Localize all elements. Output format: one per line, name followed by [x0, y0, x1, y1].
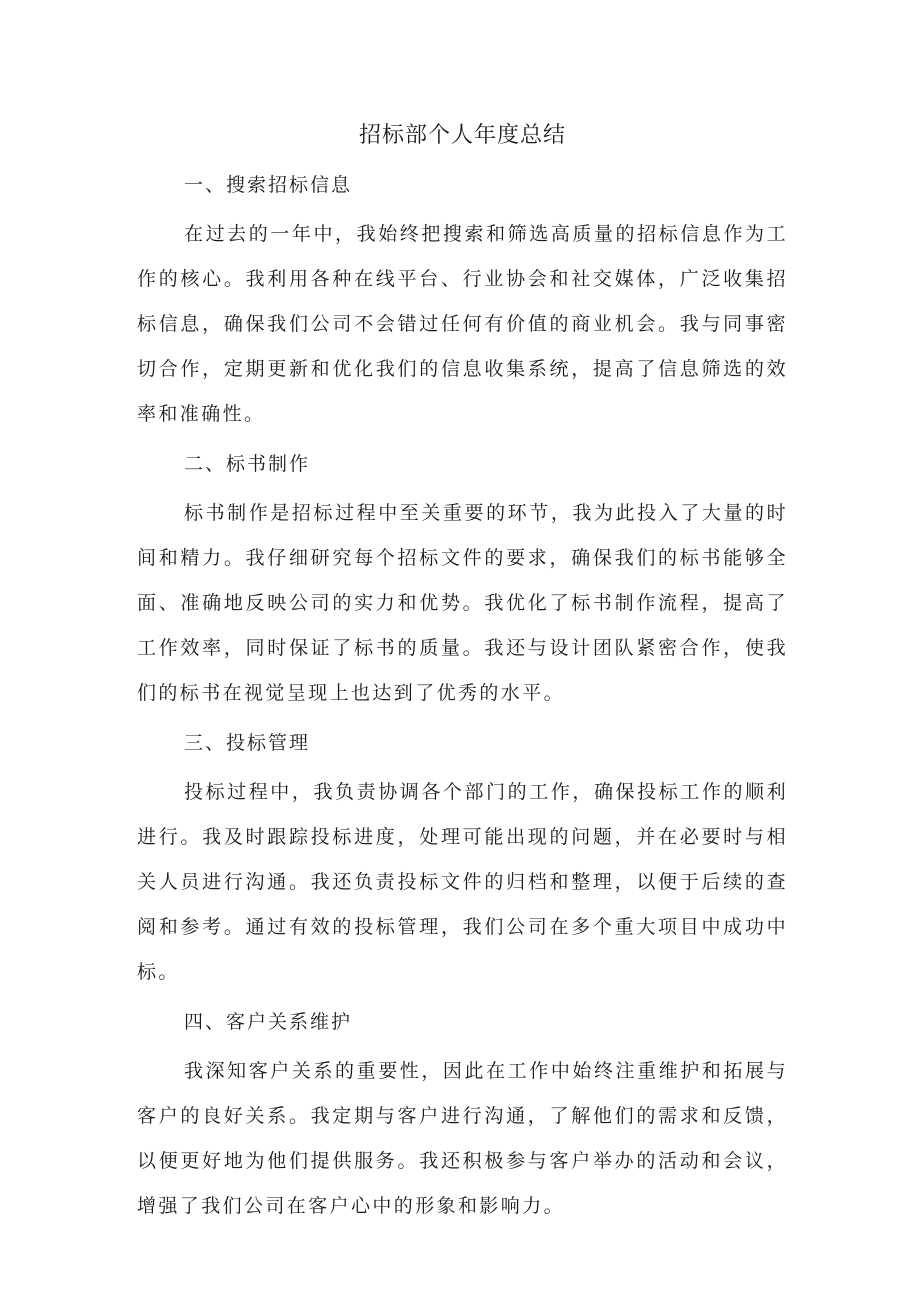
section-paragraph: 我深知客户关系的重要性，因此在工作中始终注重维护和拓展与客户的良好关系。我定期与客户进行沟通，了解他们的需求和反馈，以便更好地为他们提供服务。我还积极参与客户举办的活动和会议，增强了我们公司在客户心中的形象和影响力。: [137, 1060, 788, 1217]
section-heading: 三、投标管理: [184, 732, 311, 754]
section-heading: 一、搜索招标信息: [184, 174, 353, 196]
section-client-relations: [137, 1005, 788, 1229]
section-paragraph: 在过去的一年中，我始终把搜索和筛选高质量的招标信息作为工作的核心。我利用各种在线平台、行业协会和社交媒体，广泛收集招标信息，确保我们公司不会错过任何有价值的商业机会。我与同事密切合作，定期更新和优化我们的信息收集系统，提高了信息筛选的效率和准确性。: [137, 223, 788, 425]
document-title: 招标部个人年度总结: [358, 123, 566, 148]
section-paragraph: 投标过程中，我负责协调各个部门的工作，确保投标工作的顺利进行。我及时跟踪投标进度，处理可能出现的问题，并在必要时与相关人员进行沟通。我还负责投标文件的归档和整理，以便于后续的查阅和参考。通过有效的投标管理，我们公司在多个重大项目中成功中标。: [137, 781, 788, 983]
section-search-tender-info: [137, 168, 788, 437]
section-bid-management: [137, 726, 788, 995]
section-heading: 四、客户关系维护: [184, 1011, 353, 1033]
section-heading: 二、标书制作: [184, 453, 311, 475]
section-bid-document-preparation: [137, 447, 788, 716]
section-paragraph: 标书制作是招标过程中至关重要的环节，我为此投入了大量的时间和精力。我仔细研究每个招标文件的要求，确保我们的标书能够全面、准确地反映公司的实力和优势。我优化了标书制作流程，提高了工作效率，同时保证了标书的质量。我还与设计团队紧密合作，使我们的标书在视觉呈现上也达到了优秀的水平。: [137, 502, 788, 704]
